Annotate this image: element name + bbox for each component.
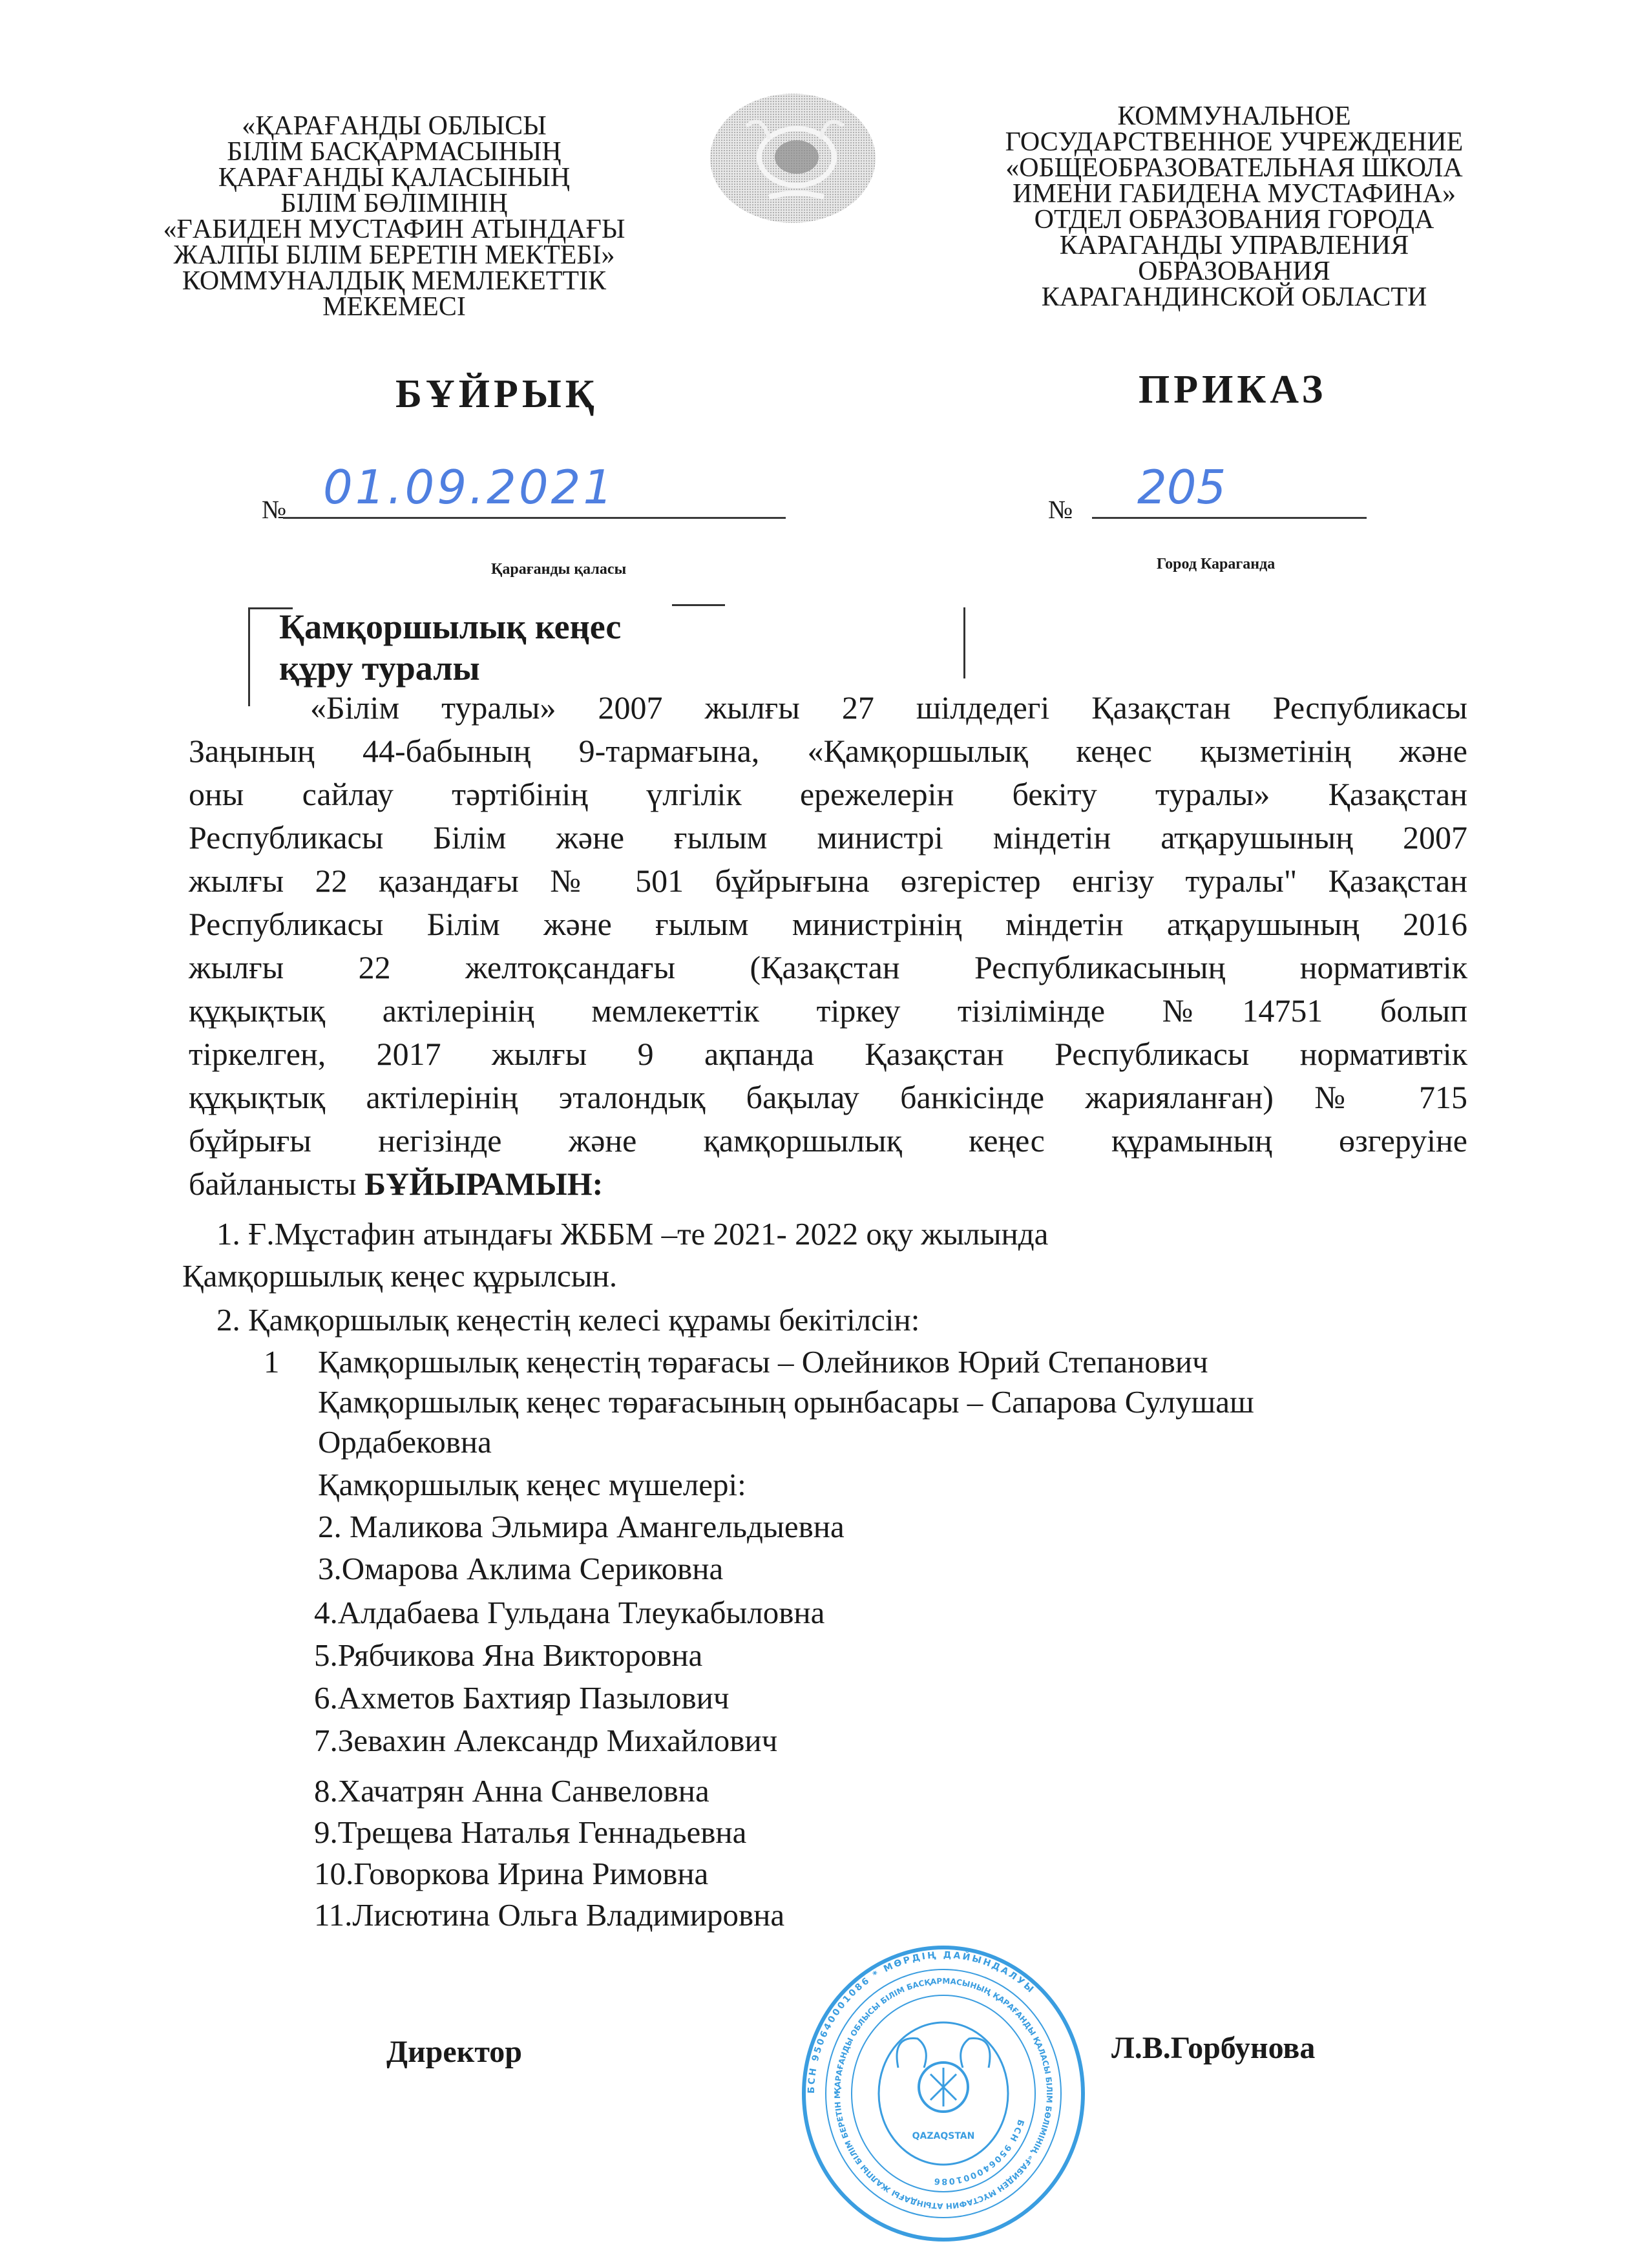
preamble-line: құқықтық актілерінің эталондық бақылау банкісінде жарияланған) № 715 (189, 1079, 1467, 1115)
header-left-line: ҚАРАҒАНДЫ ҚАЛАСЫНЫҢ (218, 163, 571, 193)
number-underline (1092, 517, 1367, 519)
preamble-line: Республикасы Білім және ғылым министрінің міндетін атқарушының 2016 (189, 906, 1467, 942)
council-member: 6.Ахметов Бахтияр Пазылович (314, 1680, 730, 1716)
city-kz: Қарағанды қаласы (491, 561, 627, 578)
subject-bracket-right (963, 607, 965, 678)
svg-text:ҚАРАҒАНДЫ ОБЛЫСЫ БІЛІМ БАСҚАРМ (801, 1945, 1054, 2210)
order-directive: БҰЙЫРАМЫН: (364, 1166, 604, 1202)
header-left-line: БІЛІМ БАСҚАРМАСЫНЫҢ (227, 137, 562, 167)
header-right-line: «ОБЩЕОБРАЗОВАТЕЛЬНАЯ ШКОЛА (1005, 153, 1463, 183)
council-member: 5.Рябчикова Яна Викторовна (314, 1637, 703, 1673)
order-title-ru: ПРИКАЗ (1139, 368, 1327, 412)
council-member: 7.Зевахин Александр Михайлович (314, 1723, 778, 1758)
header-right-line: КАРАГАНДИНСКОЙ ОБЛАСТИ (1041, 282, 1427, 312)
handwritten-number: 205 (1137, 460, 1226, 514)
header-right-line: ОТДЕЛ ОБРАЗОВАНИЯ ГОРОДА (1034, 205, 1434, 235)
preamble-last-text: байланысты (189, 1166, 365, 1202)
stamp-ring-text: ҚАРАҒАНДЫ ОБЛЫСЫ БІЛІМ БАСҚАРМАСЫНЫҢ ҚАРАҒАНДЫ ҚАЛАСЫ БІЛІМ БӨЛІМІНІҢ «ҒАБИДЕН МҰСТАФИН АТЫНДАҒЫ ЖАЛПЫ БІЛІМ БЕРЕТІН М (832, 1976, 1055, 2211)
subject-line: құру туралы (279, 649, 480, 688)
council-member: 11.Лисютина Ольга Владимировна (314, 1897, 785, 1933)
preamble-paragraph (189, 686, 1467, 1206)
preamble-line: тіркелген, 2017 жылғы 9 ақпанда Қазақстан Республикасы нормативтік (189, 1036, 1467, 1072)
council-chair: Қамқоршылық кеңестің төрағасы – Олейников Юрий Степанович (318, 1344, 1208, 1380)
council-member: 9.Трещева Наталья Геннадьевна (314, 1814, 747, 1850)
handwritten-date: 01.09.2021 (323, 460, 616, 514)
council-member: 4.Алдабаева Гульдана Тлеукабыловна (314, 1595, 825, 1630)
council-member: 8.Хачатрян Анна Санвеловна (314, 1773, 709, 1809)
item-2: 2. Қамқоршылық кеңестің келесі құрамы бекітілсін: (216, 1302, 920, 1338)
header-right-institution (976, 103, 1493, 310)
preamble-line: жылғы 22 желтоқсандағы (Қазақстан Республикасының нормативтік (189, 949, 1467, 985)
header-left-line: «ҚАРАҒАНДЫ ОБЛЫСЫ (242, 111, 547, 141)
order-title-kz: БҰЙРЫҚ (395, 372, 598, 416)
header-left-institution (136, 113, 653, 320)
subject-line: Қамқоршылық кеңес (279, 607, 622, 646)
header-left-line: МЕКЕМЕСІ (322, 292, 466, 322)
header-right-line: ОБРАЗОВАНИЯ (1138, 257, 1330, 286)
city-ru: Город Караганда (1157, 556, 1276, 572)
date-underline (283, 517, 786, 519)
number-label-right: № (1048, 495, 1073, 524)
stamp-outer-text: БСН 950640001086 * МӨРДІҢ ДАЙЫНДАЛУЫ (806, 1949, 1037, 2094)
council-deputy-line-1: Қамқоршылық кеңес төрағасының орынбасары – Сапарова Сулушаш (318, 1384, 1254, 1420)
preamble-line: оны сайлау тәртібінің үлгілік ережелерін бекіту туралы» Қазақстан (189, 776, 1467, 812)
council-member: 10.Говоркова Ирина Римовна (314, 1856, 709, 1891)
header-right-line: КАРАГАНДЫ УПРАВЛЕНИЯ (1059, 231, 1409, 260)
chair-number: 1 (264, 1344, 280, 1380)
signature-position: Директор (386, 2035, 522, 2069)
state-emblem-icon (708, 87, 882, 229)
council-member: 2. Маликова Эльмира Амангельдыевна (318, 1509, 845, 1544)
council-deputy-line-2: Ордабековна (318, 1424, 492, 1460)
header-right-line: ИМЕНИ ГАБИДЕНА МУСТАФИНА» (1013, 179, 1456, 209)
signature-name: Л.В.Горбунова (1111, 2031, 1316, 2065)
stamp-emblem-label: QAZAQSTAN (912, 2131, 975, 2141)
official-stamp (801, 1945, 1086, 2242)
preamble-line: «Білім туралы» 2007 жылғы 27 шілдедегі Қазақстан Республикасы (310, 689, 1467, 726)
header-left-line: «ҒАБИДЕН МУСТАФИН АТЫНДАҒЫ (163, 215, 625, 244)
item-1-line-1: 1. Ғ.Мұстафин атындағы ЖББМ –те 2021- 2022 оқу жылында (216, 1216, 1049, 1252)
council-members-label: Қамқоршылық кеңес мүшелері: (318, 1467, 746, 1502)
header-left-line: БІЛІМ БӨЛІМІНІҢ (280, 189, 508, 218)
preamble-line: жылғы 22 қазандағы № 501 бұйрығына өзгерістер енгізу туралы" Қазақстан (189, 863, 1467, 899)
preamble-last-line (189, 1162, 1467, 1206)
number-label-left: № (262, 495, 287, 524)
order-subject (279, 606, 621, 689)
header-right-line: КОММУНАЛЬНОЕ (1117, 101, 1351, 131)
preamble-line: бұйрығы негізінде және қамқоршылық кеңес құрамының өзгеруіне (189, 1122, 1467, 1159)
subject-bracket-top-right (672, 604, 725, 606)
header-right-line: ГОСУДАРСТВЕННОЕ УЧРЕЖДЕНИЕ (1005, 127, 1464, 157)
council-member: 3.Омарова Аклима Сериковна (318, 1551, 724, 1586)
preamble-line: Заңының 44-бабының 9-тармағына, «Қамқоршылық кеңес қызметінің және (189, 733, 1467, 769)
header-left-line: ЖАЛПЫ БІЛІМ БЕРЕТІН МЕКТЕБІ» (173, 240, 615, 270)
header-left-line: КОММУНАЛДЫҚ МЕМЛЕКЕТТІК (182, 266, 607, 296)
preamble-line: құқықтық актілерінің мемлекеттік тіркеу тізілімінде №14751 болып (189, 992, 1467, 1029)
stamp-inner-text: БСН 950640001086 (932, 2118, 1026, 2187)
item-1-line-2: Қамқоршылық кеңес құрылсын. (182, 1258, 618, 1294)
preamble-line: Республикасы Білім және ғылым министрі міндетін атқарушының 2007 (189, 819, 1467, 856)
